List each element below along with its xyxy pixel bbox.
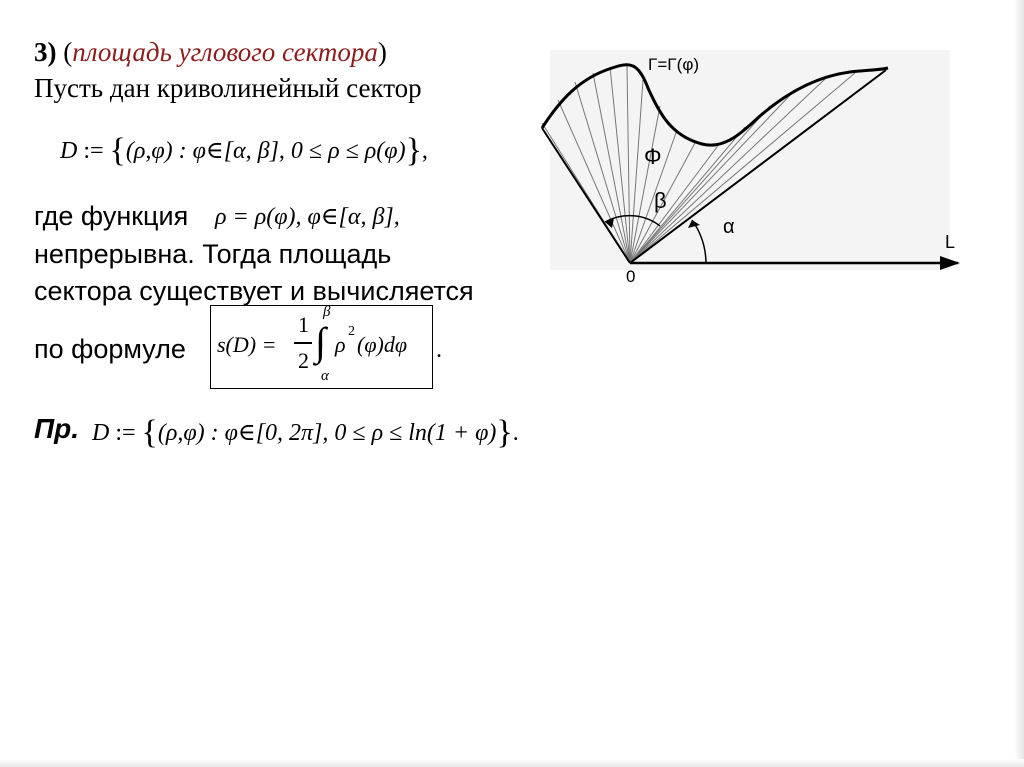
set-brace-close: } bbox=[405, 132, 422, 169]
area-formula-box bbox=[210, 305, 433, 389]
heading-number: 3) bbox=[34, 37, 57, 67]
slide-right-edge bbox=[1014, 0, 1024, 767]
example-assign: := bbox=[115, 420, 136, 446]
integrand-rho: ρ bbox=[335, 332, 346, 357]
slide-bottom-edge bbox=[0, 759, 1024, 767]
formula-period: . bbox=[436, 337, 442, 363]
example-trail: . bbox=[512, 420, 519, 446]
curve-label: Γ=Γ(φ) bbox=[648, 55, 699, 74]
beta-label: β bbox=[654, 188, 667, 213]
area-frac-bar bbox=[294, 342, 312, 344]
set-definition bbox=[60, 132, 428, 170]
heading-title: площадь углового сектора bbox=[72, 37, 378, 67]
example-brace-close: } bbox=[496, 414, 513, 451]
alpha-label: α bbox=[723, 216, 735, 238]
heading-paren-close: ) bbox=[377, 37, 387, 67]
text-line-1: Пусть дан криволинейный сектор bbox=[34, 73, 422, 103]
integral-lower-limit: α bbox=[321, 368, 329, 384]
set-body: (ρ,φ) : φ∈[α, β], 0 ≤ ρ ≤ ρ(φ) bbox=[125, 138, 406, 164]
integrand-rest: (φ)dφ bbox=[357, 332, 407, 357]
origin-label: 0 bbox=[626, 267, 636, 286]
text-line-2-label: где функция bbox=[34, 201, 189, 231]
slide-heading bbox=[34, 36, 387, 68]
area-lhs: s(D) = bbox=[217, 332, 277, 357]
phi-label: Φ bbox=[644, 144, 662, 169]
area-frac-numerator: 1 bbox=[298, 312, 309, 337]
example-label: Пр. bbox=[34, 413, 80, 444]
example-formula bbox=[92, 414, 519, 452]
integral-sign: ∫ bbox=[315, 319, 326, 364]
integrand-power: 2 bbox=[348, 324, 355, 339]
text-line-4: сектора существует и вычисляется bbox=[34, 276, 474, 306]
set-brace-open: { bbox=[109, 132, 126, 169]
text-line-2 bbox=[34, 200, 188, 232]
example-brace-open: { bbox=[141, 414, 158, 451]
example-lhs: D bbox=[92, 420, 110, 446]
set-trail: , bbox=[421, 138, 428, 164]
function-formula-body: ρ = ρ(φ), φ∈[α, β], bbox=[215, 204, 400, 230]
integral-upper-limit: β bbox=[323, 304, 331, 320]
function-formula bbox=[215, 202, 400, 231]
axis-label: L bbox=[945, 232, 956, 252]
example-body: (ρ,φ) : φ∈[0, 2π], 0 ≤ ρ ≤ ln(1 + φ) bbox=[157, 420, 497, 446]
text-line-3: непрерывна. Тогда площадь bbox=[34, 239, 392, 269]
set-lhs: D bbox=[60, 138, 78, 164]
text-line-5: по формуле bbox=[34, 334, 186, 364]
sector-diagram bbox=[520, 40, 970, 300]
set-assign: := bbox=[83, 138, 104, 164]
heading-paren-open: ( bbox=[63, 37, 73, 67]
area-frac-denominator: 2 bbox=[298, 348, 309, 373]
